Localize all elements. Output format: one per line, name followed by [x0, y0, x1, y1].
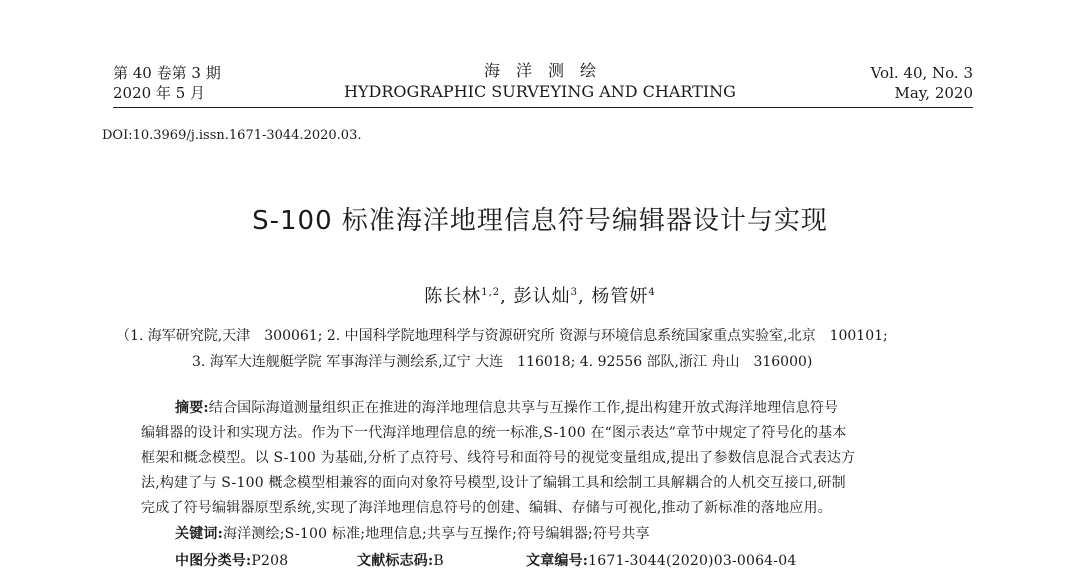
publication-date: 2020 年 5 月: [113, 84, 206, 102]
volume-issue: 第 40 卷第 3 期: [113, 64, 221, 82]
affiliation-line-2: 3. 海军大连舰艇学院 军事海洋与测绘系,辽宁 大连 116018; 4. 92556 部队,浙江 舟山 316000): [192, 354, 813, 370]
document-code: [357, 549, 444, 574]
abstract-label: 摘要:: [175, 400, 209, 416]
author-affiliation-ref: 1,2: [481, 287, 501, 298]
author-affiliation-ref: 3: [570, 287, 578, 298]
journal-name-en: HYDROGRAPHIC SURVEYING AND CHARTING: [344, 82, 736, 101]
article-number: [526, 549, 796, 574]
author-name: 陈长林: [424, 286, 482, 307]
abstract-line-4: 法,构建了与 S-100 概念模型相兼容的面向对象符号模型,设计了编辑工具和绘制工具解耦合的人机交互接口,研制: [141, 475, 846, 491]
document-code-label: 文献标志码:: [357, 553, 434, 569]
affiliation-line-1: （1. 海军研究院,天津 300061; 2. 中国科学院地理科学与资源研究所 资源与环境信息系统国家重点实验室,北京 100101;: [116, 328, 888, 344]
abstract-line-2: 编辑器的设计和实现方法。作为下一代海洋地理信息的统一标准,S-100 在“图示表达”章节中规定了符号化的基本: [141, 425, 847, 441]
keywords-value: 海洋测绘;S-100 标准;地理信息;共享与互操作;符号编辑器;符号共享: [222, 526, 650, 542]
abstract-line-1: [175, 396, 838, 421]
volume-issue-en: Vol. 40, No. 3: [870, 64, 973, 82]
journal-name-cn: 海 洋 测 绘: [483, 61, 596, 80]
clc-value: P208: [251, 553, 289, 569]
document-code-value: B: [433, 553, 444, 569]
paper-title: S-100 标准海洋地理信息符号编辑器设计与实现: [252, 206, 828, 236]
abstract-line-5: 完成了符号编辑器原型系统,实现了海洋地理信息符号的创建、编辑、存储与可视化,推动了新标准的落地应用。: [141, 500, 832, 516]
author-affiliation-ref: 4: [648, 287, 656, 298]
keywords: [175, 522, 650, 547]
abstract-line-3: 框架和概念模型。以 S-100 为基础,分析了点符号、线符号和面符号的视觉变量组成,提出了参数信息混合式表达方: [141, 450, 856, 466]
publication-date-en: May, 2020: [894, 84, 973, 102]
author-name: 彭认灿: [513, 286, 571, 307]
author-name: 杨管妍: [591, 286, 649, 307]
keywords-label: 关键词:: [175, 526, 223, 542]
header-rule: [113, 107, 973, 108]
article-number-value: 1671-3044(2020)03-0064-04: [588, 553, 797, 569]
abstract-text: 结合国际海道测量组织正在推进的海洋地理信息共享与互操作工作,提出构建开放式海洋地理信息符号: [208, 400, 839, 416]
clc-label: 中图分类号:: [175, 553, 252, 569]
clc-number: [175, 549, 288, 574]
doi[interactable]: DOI:10.3969/j.issn.1671-3044.2020.03.: [102, 128, 362, 143]
article-number-label: 文章编号:: [526, 553, 589, 569]
author-list: 陈长林$^{1,2}$, 彭认灿$^3$, 杨管妍$^4$: [424, 286, 656, 307]
